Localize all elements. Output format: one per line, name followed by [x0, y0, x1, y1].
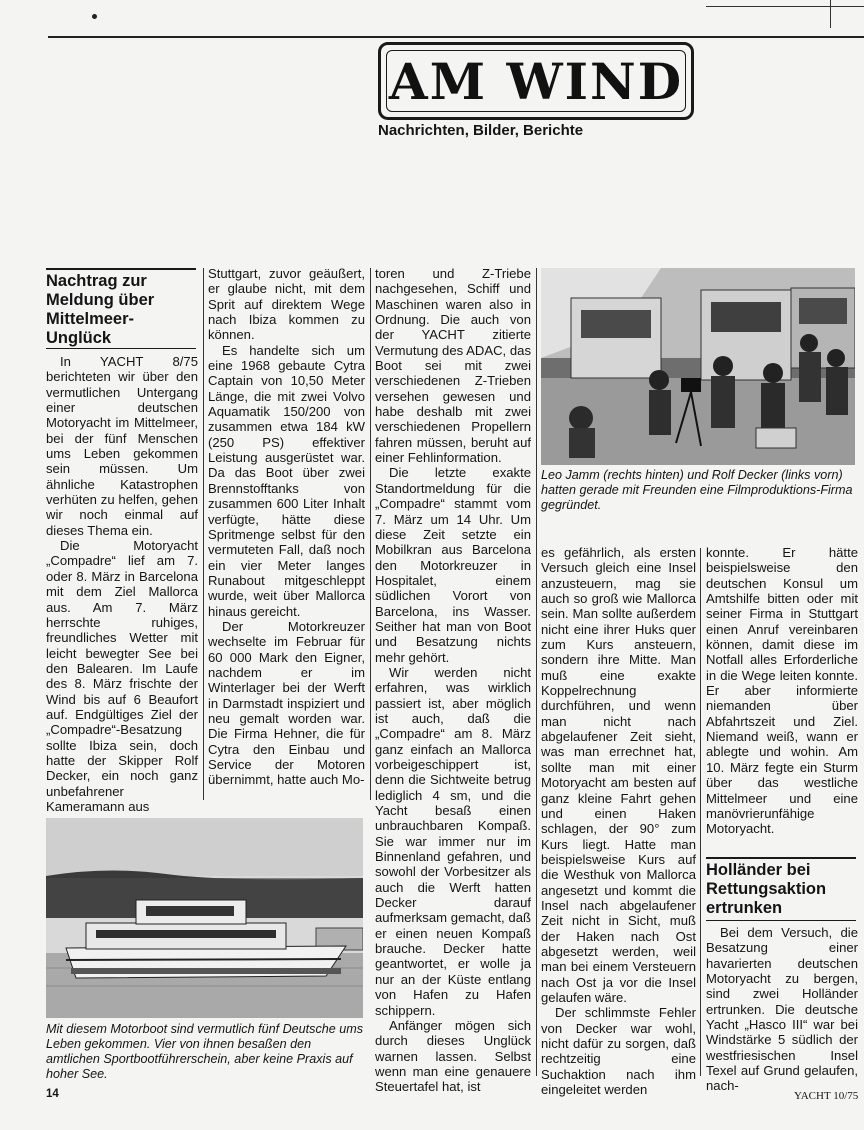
photo-caption-motorboat: Mit diesem Motorboot sind vermutlich fünf Deutsche ums Leben gekommen. Vier von ihnen besaßen den amtlichen Sportbootführerschein, aber keine Praxis auf hoher See.: [46, 1022, 364, 1081]
article-column-5: [706, 545, 858, 837]
article-paragraph: Es handelte sich um eine 1968 gebaute Cytra Captain von 10,50 Meter Länge, die mit zwei Volvo Aquamatik 150/200 von zusammen etwa 184 kW (250 PS) effektiver Leistung ausgerüstet war. Da das Boot über zwei Brennstofftanks von zusammen 600 Liter Inhalt verfügte, hätte diese Spritmenge selbst für den vermuteten Fall, daß noch ein vier Meter langes Runabout mitgeschleppt wurde, weit über Mallorca hinaus gereicht.: [208, 342, 365, 619]
photo-motorboat: [46, 818, 363, 1018]
article-paragraph: Bei dem Versuch, die Besatzung einer havarierten deutschen Motoryacht zu bergen, sind zwei Holländer ertrunken. Die deutsche Yacht „Hasco III“ war bei Windstärke 5 südlich der westfriesischen Insel Texel auf Grund gelaufen, nach-: [706, 925, 858, 1094]
column-rule: [203, 268, 204, 800]
header-rule: [48, 36, 864, 38]
article-paragraph: Die letzte exakte Standortmeldung für die „Compadre“ stammt vom 7. März um 14 Uhr. Um diese Zeit setzte ein Mobilkran aus Barcelona den Motorkreuzer in Hospitalet, einem südlichen Vorort von Barcelona, ins Wasser. Seither hat man von Boot und Besatzung nichts mehr gehört.: [375, 465, 531, 665]
article-paragraph: Die Motoryacht „Compadre“ lief am 7. oder 8. März in Barcelona mit dem Ziel Mallorca aus. Am 7. März herrschte ruhiges, freundliches Wetter mit leicht bewegter See bei den Balearen. Im Laufe des 8. März frischte der Wind bis auf 6 Beaufort auf. Endgültiges Ziel der „Compadre“-Besatzung sollte Ibiza sein, doch hatte der Skipper Rolf Decker, ein noch ganz unbefahrener Kameramann aus: [46, 538, 198, 814]
headline-rule-bottom: [46, 348, 196, 349]
article-paragraph: Der Motorkreuzer wechselte im Februar für 60 000 Mark den Eigner, nachdem er im Winterlager bei der Werft in Darmstadt inspiziert und neu gemalt worden war. Die Firma Hehner, die für Cytra den Einbau und Service der Motoren übernimmt, hatte auch Mo-: [208, 618, 365, 788]
photo-film-crew: [541, 268, 855, 465]
column-rule: [700, 548, 701, 1076]
article-column-4: [541, 545, 696, 1097]
photo-caption-film-crew: Leo Jamm (rechts hinten) und Rolf Decker (links vorn) hatten gerade mit Freunden eine Filmproduktions-Firma gegründet.: [541, 468, 853, 512]
article-paragraph: Der schlimmste Fehler von Decker war wohl, nicht dafür zu sorgen, daß rechtzeitig eine Suchaktion nach ihm eingeleitet werden: [541, 1005, 696, 1098]
am-wind-logo: [378, 42, 694, 120]
article-column-2: [208, 266, 365, 788]
column-rule: [370, 268, 371, 800]
issue-label: YACHT 10/75: [794, 1090, 859, 1102]
article-paragraph: es gefährlich, als ersten Versuch gleich eine Insel anzusteuern, mag sie auch so groß wie Mallorca sein. Man sollte außerdem nicht eine ihrer Huks quer zum Kurs ansteuern, sondern ihre Mitte. Man muß eine exakte Koppelrechnung durchführen, und wenn man nicht nach abgelaufener Zeit sieht, was man errechnet hat, sollte man mit einer Motoryacht am besten auf ganz kleine Fahrt gehen und einen Haken schlagen, der 90° zum Kurs liegt. Hatte man beispielsweise Kurs auf die Westhuk von Mallorca angesetzt und kommt die Insel nach abgelaufener Zeit nicht in Sicht, muß der Haken nach Ost abgesetzt werden, weil man bei einem Versteuern nach Ost ja vor die Insel gelaufen wäre.: [541, 545, 696, 1005]
article-paragraph: In YACHT 8/75 berichteten wir über den vermutlichen Untergang einer deutschen Motoryacht im Mittelmeer, bei der fünf Menschen ums Leben gekommen sein müssen. Um ähnliche Katastrophen verhüten zu helfen, gehen wir noch einmal auf dieses Thema ein.: [46, 354, 198, 538]
article-paragraph: Stuttgart, zuvor geäußert, er glaube nicht, mit dem Sprit auf direktem Wege nach Ibiza kommen zu können.: [208, 266, 365, 343]
article-headline: Nachtrag zur Meldung über Mittelmeer-Unglück: [46, 272, 155, 347]
article-paragraph: Wir werden nicht erfahren, was wirklich passiert ist, aber möglich ist auch, daß die „Compadre“ am 8. März ganz einfach an Mallorca vorbeigeschippert ist, denn die Sichtweite betrug lediglich 4 sm, und die Yacht besaß einen unbrauchbaren Kompaß. Sie war immer nur im Binnenland gefahren, und sowohl der Vorbesitzer als auch die Werft hatten Decker darauf aufmerksam gemacht, daß er einen neuen Kompaß brauche. Decker hatte geantwortet, er wolle ja nur an der Küste entlang von Hafen zu Hafen schippern.: [375, 664, 531, 1018]
article-column-1: [46, 354, 198, 814]
headline-rule-bottom: [706, 920, 856, 921]
article-column-3: [375, 266, 531, 1095]
article-2-column: [706, 925, 858, 1094]
article-paragraph: Anfänger mögen sich durch dieses Unglück warnen lassen. Selbst wenn man eine genauere Steuertafel hat, ist: [375, 1017, 531, 1095]
top-corner-rule: [706, 0, 864, 7]
headline-rule-top: [706, 857, 856, 859]
article-paragraph: toren und Z-Triebe nachgesehen, Schiff und Maschinen waren also in Ordnung. Die auch von der YACHT zitierte Vermutung des ADAC, das Boot sei mit zwei verschiedenen Z-Trieben versehen gewesen und habe deshalb mit zwei verschiedenen Propellern fahren müssen, beruht auf einer Fehlinformation.: [375, 266, 531, 466]
logo-text: AM WIND: [386, 50, 686, 112]
headline-rule-top: [46, 268, 196, 270]
top-corner-rule-vertical: [830, 0, 831, 28]
section-subtitle: Nachrichten, Bilder, Berichte: [378, 122, 584, 139]
article-paragraph: konnte. Er hätte beispielsweise den deutschen Konsul um Amtshilfe bitten oder mit seiner Firma in Stuttgart einen Anruf vereinbaren können, damit diese im Notfall alles Erforderliche in die Wege leiten konnte. Er aber informierte niemanden über Abfahrtszeit und Ziel. Niemand weiß, wann er ablegte und wohin. Am 10. März fegte ein Sturm über das westliche Mittelmeer und eine manövrierunfähige Motoryacht.: [706, 545, 858, 837]
ink-dot: [92, 14, 97, 19]
page-number: 14: [46, 1088, 59, 1100]
column-rule: [536, 268, 537, 1076]
article-headline: Holländer bei Rettungsaktion ertrunken: [706, 861, 827, 917]
